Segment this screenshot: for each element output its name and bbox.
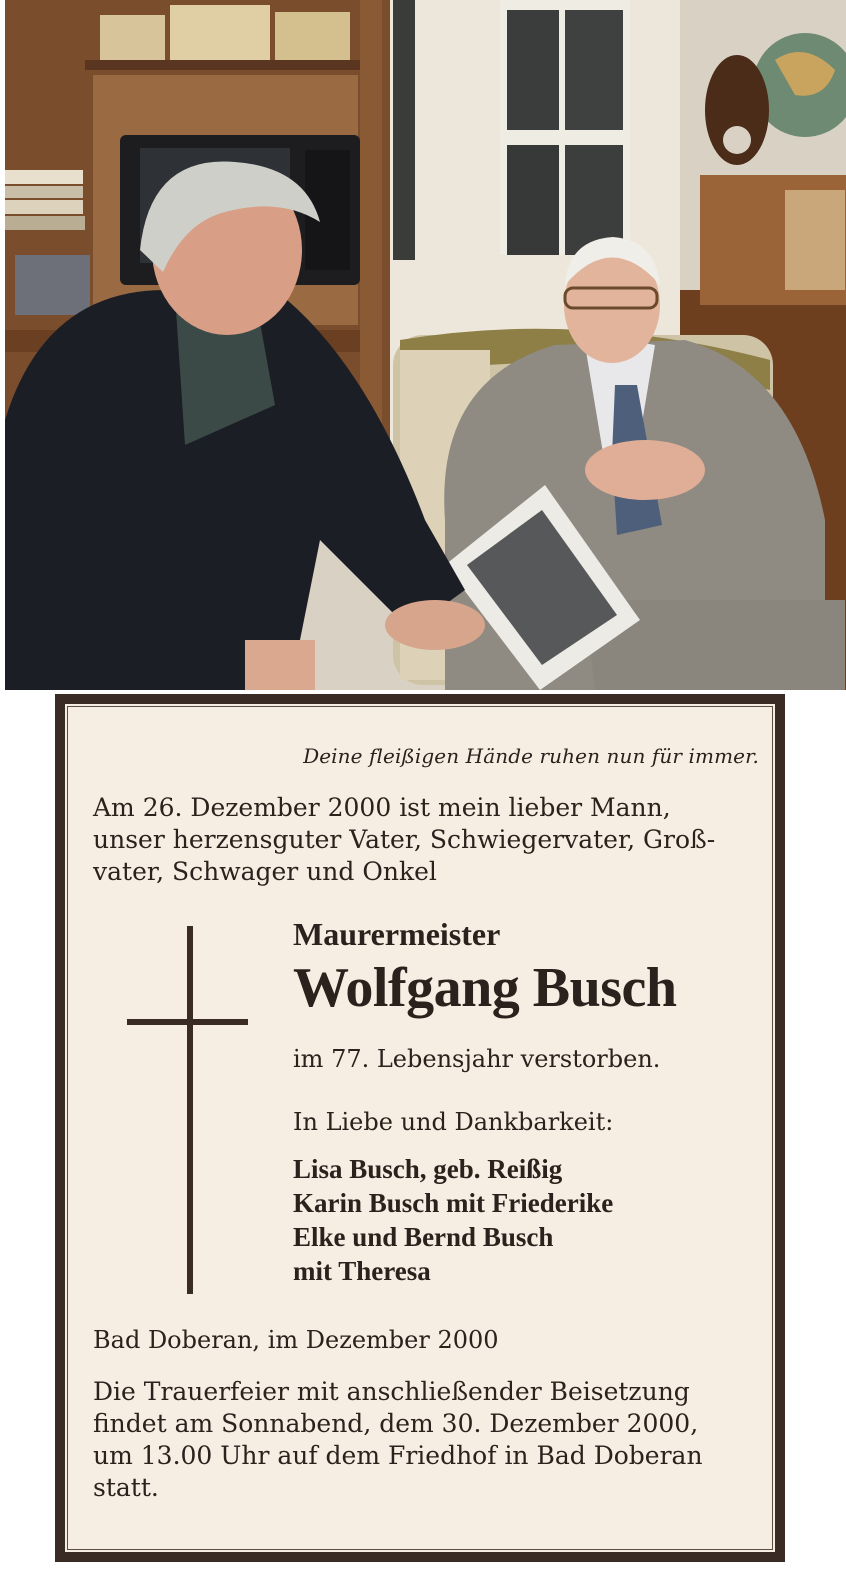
cross-icon-bar [127, 1019, 248, 1025]
intro-line: unser herzensguter Vater, Schwiegervater, Groß- [93, 825, 716, 854]
mourner: Elke und Bernd Busch [293, 1222, 554, 1252]
deceased-name: Wolfgang Busch [293, 957, 677, 1019]
ceremony-line: um 13.00 Uhr auf dem Friedhof in Bad Doberan [93, 1441, 703, 1470]
ceremony-paragraph [93, 1376, 748, 1504]
ceremony-line: statt. [93, 1473, 159, 1502]
intro-paragraph [93, 792, 748, 888]
photo-illustration [5, 0, 846, 690]
family-photo [5, 0, 846, 690]
mourners-list [293, 1152, 613, 1288]
cross-icon [187, 926, 193, 1294]
mourner: Karin Busch mit Friederike [293, 1188, 614, 1218]
age-line: im 77. Lebensjahr verstorben. [293, 1045, 661, 1073]
motto-line: Deine fleißigen Hände ruhen nun für immer. [303, 744, 759, 768]
deceased-title: Maurermeister [293, 916, 501, 952]
ceremony-line: findet am Sonnabend, dem 30. Dezember 2000, [93, 1409, 699, 1438]
intro-line: vater, Schwager und Onkel [93, 857, 437, 886]
ceremony-line: Die Trauerfeier mit anschließender Beisetzung [93, 1377, 690, 1406]
place-date: Bad Doberan, im Dezember 2000 [93, 1326, 499, 1354]
thanks-line: In Liebe und Dankbarkeit: [293, 1108, 614, 1136]
mourner: mit Theresa [293, 1256, 431, 1286]
obituary-notice [55, 694, 785, 1562]
mourner: Lisa Busch, geb. Reißig [293, 1154, 563, 1184]
intro-line: Am 26. Dezember 2000 ist mein lieber Mann, [93, 793, 671, 822]
